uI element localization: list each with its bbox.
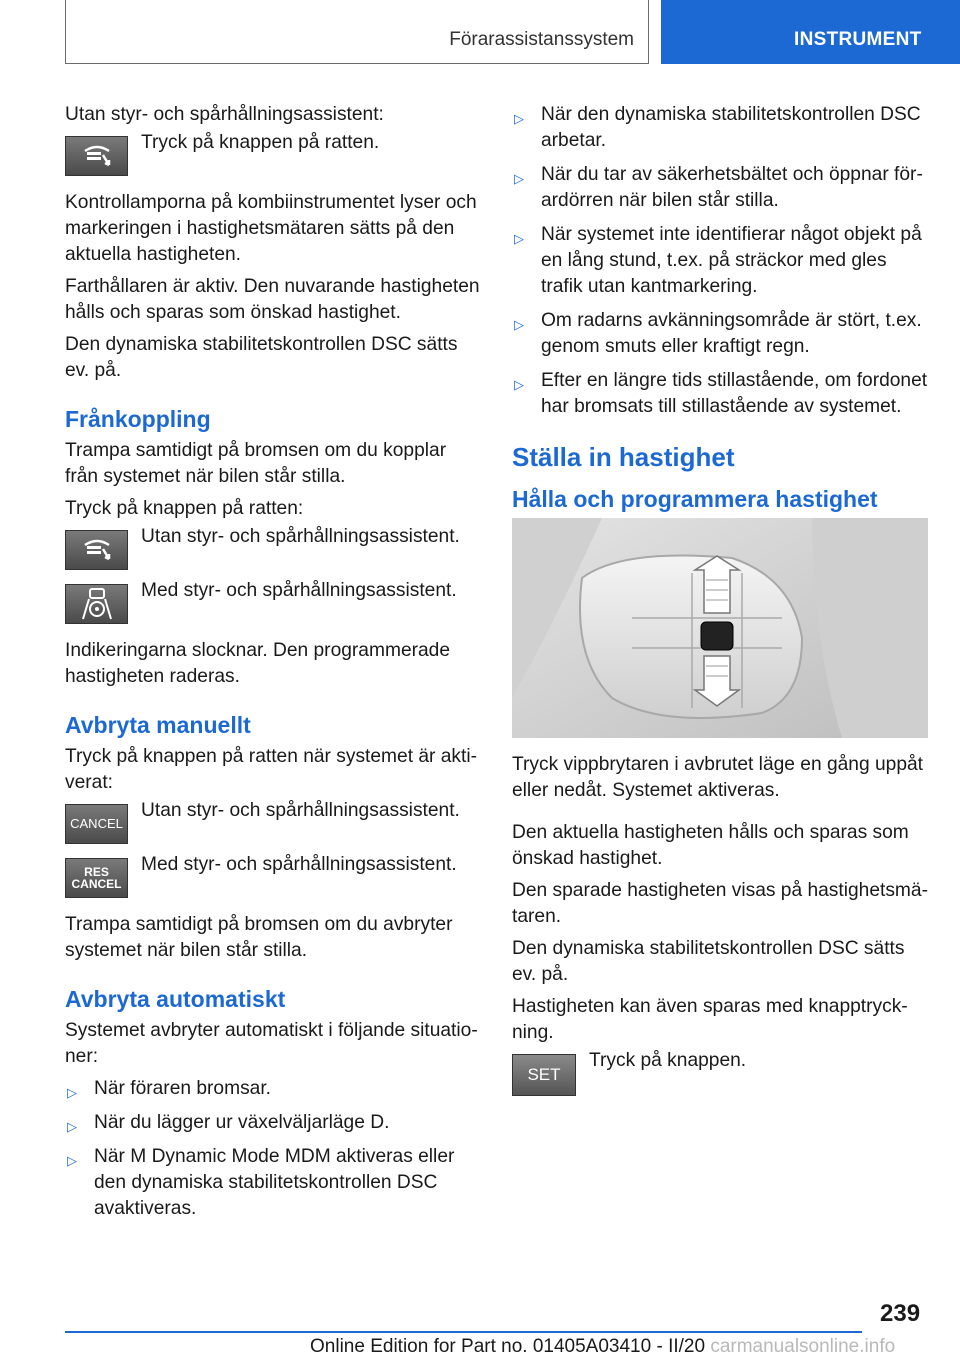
- footer-edition: [310, 1336, 895, 1358]
- cruise-control-icon: [65, 530, 128, 570]
- button-row-5: [65, 854, 480, 898]
- paragraph-5: Tryck på knappen på ratten:: [65, 498, 304, 519]
- button-3-label: Med styr- och spårhållningsassistent.: [141, 580, 457, 601]
- bullet-triangle-icon: ▷: [514, 317, 524, 332]
- bullet-triangle-icon: ▷: [67, 1085, 77, 1100]
- heading-halla-och-programmera: Hålla och programmera hastighet: [512, 486, 878, 512]
- footer-edition-text: Online Edition for Part no. 01405A03410 - II/20: [310, 1336, 706, 1357]
- bullet-triangle-icon: ▷: [67, 1153, 77, 1168]
- steering-assist-icon: [65, 584, 128, 624]
- button-row-2: [65, 526, 480, 570]
- paragraph-r2: Den aktuella hastigheten hålls och sparas som önskad hastighet.: [512, 822, 909, 869]
- list-item: ▷ När föraren bromsar.: [65, 1076, 480, 1102]
- res-text: RES: [84, 865, 109, 879]
- list-item: ▷ Om radarns avkänningsområde är stört, t.ex. genom smuts eller kraftigt regn.: [514, 310, 922, 357]
- heading-avbryta-manuellt: Avbryta manuellt: [65, 712, 251, 738]
- cruise-control-icon: [65, 136, 128, 176]
- header-chapter-title: INSTRUMENT: [794, 29, 922, 50]
- cancel-button-icon: [65, 804, 128, 844]
- button-2-label: Utan styr- och spårhållningsassistent.: [141, 526, 460, 547]
- heading-avbryta-automatiskt: Avbryta automatiskt: [65, 986, 286, 1012]
- paragraph-r4: Den dynamiska stabilitetskontrollen DSC sätts ev. på.: [512, 938, 905, 985]
- list-item: ▷ När systemet inte identifierar något objekt på en lång stund, t.ex. på sträckor med gles trafik utan kantmarkering.: [514, 224, 922, 297]
- list-item: ▷ När den dynamiska stabilitetskontrollen DSC arbetar.: [514, 104, 921, 151]
- button-row-4: [65, 800, 480, 844]
- cancel-text: CANCEL: [70, 816, 123, 831]
- bullet-triangle-icon: ▷: [514, 111, 524, 126]
- bullet-list-right: [512, 102, 932, 420]
- paragraph-r1: Tryck vippbrytaren i avbrutet läge en gång uppåt eller nedåt. Systemet aktiveras.: [512, 754, 923, 801]
- res-cancel-text: CANCEL: [71, 877, 122, 891]
- list-item: ▷ När du lägger ur växelväljarläge D.: [65, 1110, 480, 1136]
- footer-divider: [65, 1331, 862, 1333]
- right-column: [512, 102, 932, 1110]
- list-item: ▷ Efter en längre tids stillastående, om fordonet har bromsats till stillastående av systemet.: [514, 370, 928, 417]
- list-item: ▷ När du tar av säkerhetsbältet och öppnar förardörren när bilen står stilla.: [514, 164, 923, 211]
- button-4-label: Utan styr- och spårhållningsassistent.: [141, 800, 460, 821]
- paragraph-8: Trampa samtidigt på bromsen om du avbryter systemet när bilen står stilla.: [65, 914, 453, 961]
- paragraph-4: Trampa samtidigt på bromsen om du kopplar från systemet när bilen står stilla.: [65, 440, 447, 487]
- button-5-label: Med styr- och spårhållningsassistent.: [141, 854, 457, 875]
- heading-stalla-in-hastighet: Ställa in hastighet: [512, 442, 735, 472]
- page-number: 239: [880, 1300, 921, 1327]
- bullet-triangle-icon: ▷: [514, 377, 524, 392]
- paragraph-1: Kontrollamporna på kombiinstrumentet lyser och markeringen i hastighetsmätaren sätts på den aktuella hastigheten.: [65, 192, 477, 265]
- bullet-triangle-icon: ▷: [514, 171, 524, 186]
- paragraph-r5: Hastigheten kan även sparas med knapptryckning.: [512, 996, 908, 1043]
- bullet-triangle-icon: ▷: [67, 1119, 77, 1134]
- paragraph-r3: Den sparade hastigheten visas på hastighetsmätaren.: [512, 880, 928, 927]
- intro-text: Utan styr- och spårhållningsassistent:: [65, 104, 384, 125]
- heading-frankoppling: Frånkoppling: [65, 406, 211, 432]
- button-row-3: [65, 580, 480, 624]
- set-button-icon: [512, 1054, 576, 1096]
- button-1-label: Tryck på knappen på ratten.: [141, 132, 380, 153]
- footer-watermark: carmanualsonline.info: [710, 1336, 896, 1357]
- paragraph-2: Farthållaren är aktiv. Den nuvarande hastigheten hålls och sparas som önskad hastighet.: [65, 276, 480, 323]
- header-chapter-tab: [661, 0, 960, 64]
- list-item: ▷ När M Dynamic Mode MDM aktiveras eller den dynamiska stabilitetskontrollen DSC avaktiveras.: [67, 1146, 455, 1219]
- paragraph-9: Systemet avbryter automatiskt i följande situationer:: [65, 1020, 478, 1067]
- header-section-title: Förarassistanssystem: [449, 29, 634, 50]
- bullet-triangle-icon: ▷: [514, 231, 524, 246]
- header-section-tab: [65, 0, 649, 64]
- paragraph-7: Tryck på knappen på ratten när systemet är aktiverat:: [65, 746, 478, 793]
- set-button-label: Tryck på knappen.: [589, 1050, 747, 1071]
- button-row-set: [512, 1050, 932, 1096]
- paragraph-6: Indikeringarna slocknar. Den programmerade hastigheten raderas.: [65, 640, 451, 687]
- paragraph-3: Den dynamiska stabilitetskontrollen DSC sätts ev. på.: [65, 334, 458, 381]
- button-row-1: [65, 132, 480, 176]
- res-cancel-button-icon: [65, 858, 128, 898]
- bullet-list-left: [65, 1076, 480, 1222]
- left-column: [65, 102, 480, 1230]
- set-text: SET: [527, 1065, 561, 1084]
- steering-wheel-rocker-switch-photo: [512, 518, 928, 738]
